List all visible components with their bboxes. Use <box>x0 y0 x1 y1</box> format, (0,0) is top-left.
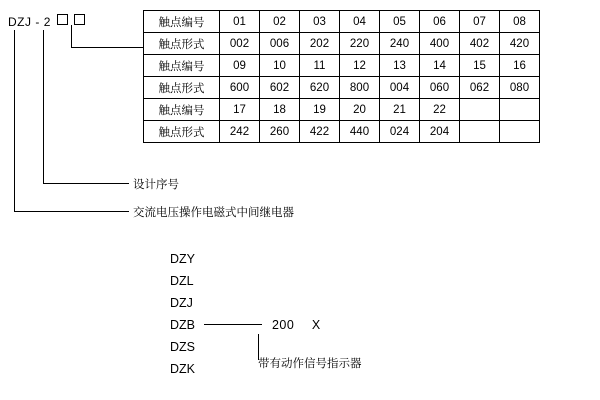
designator-dash: - <box>35 15 40 29</box>
table-cell: 03 <box>300 11 340 33</box>
part-number-designation <box>8 14 85 29</box>
designator-box-2 <box>74 14 85 25</box>
table-cell: 440 <box>340 121 380 143</box>
table-cell: 08 <box>500 11 540 33</box>
table-cell: 260 <box>260 121 300 143</box>
table-cell: 16 <box>500 55 540 77</box>
table-cell: 400 <box>420 33 460 55</box>
list-item: DZJ <box>170 296 193 310</box>
table-cell <box>460 121 500 143</box>
table-cell: 024 <box>380 121 420 143</box>
table-row <box>144 77 540 99</box>
table-cell: 01 <box>220 11 260 33</box>
table-row <box>144 121 540 143</box>
table-cell: 202 <box>300 33 340 55</box>
leader-line-contact-vertical <box>71 25 72 47</box>
table-cell: 242 <box>220 121 260 143</box>
leader-label-series: 设计序号 <box>133 179 179 191</box>
table-cell: 080 <box>500 77 540 99</box>
table-cell: 19 <box>300 99 340 121</box>
table-cell: 10 <box>260 55 300 77</box>
table-cell: 800 <box>340 77 380 99</box>
designator-series-digit: 2 <box>43 15 51 29</box>
row-header: 触点形式 <box>144 121 220 143</box>
table-cell: 09 <box>220 55 260 77</box>
table-cell: 14 <box>420 55 460 77</box>
table-cell <box>460 99 500 121</box>
table-cell: 002 <box>220 33 260 55</box>
table-cell: 204 <box>420 121 460 143</box>
table-cell: 422 <box>300 121 340 143</box>
table-row <box>144 33 540 55</box>
list-item: DZK <box>170 362 195 376</box>
table-row <box>144 99 540 121</box>
table-cell: 21 <box>380 99 420 121</box>
table-cell: 062 <box>460 77 500 99</box>
list-item: DZY <box>170 252 195 266</box>
contact-code-table <box>143 10 540 143</box>
table-cell: 600 <box>220 77 260 99</box>
table-cell: 602 <box>260 77 300 99</box>
table-cell: 22 <box>420 99 460 121</box>
leader-line-type-vertical <box>14 30 15 211</box>
list-item: DZL <box>170 274 194 288</box>
table-cell: 07 <box>460 11 500 33</box>
leader-line-type-horizontal <box>14 211 129 212</box>
row-header: 触点形式 <box>144 77 220 99</box>
designator-box-1 <box>57 14 68 25</box>
table-cell: 17 <box>220 99 260 121</box>
row-header: 触点编号 <box>144 99 220 121</box>
table-cell <box>500 121 540 143</box>
contact-table-body <box>144 11 540 143</box>
table-cell: 04 <box>340 11 380 33</box>
list-item-dzb <box>170 314 320 336</box>
table-cell: 02 <box>260 11 300 33</box>
leader-line-contact-horizontal <box>71 47 144 48</box>
table-cell: 06 <box>420 11 460 33</box>
list-item: DZS <box>170 340 195 354</box>
table-cell: 20 <box>340 99 380 121</box>
table-cell: 12 <box>340 55 380 77</box>
table-cell: 240 <box>380 33 420 55</box>
row-header: 触点编号 <box>144 55 220 77</box>
table-cell: 18 <box>260 99 300 121</box>
table-cell: 13 <box>380 55 420 77</box>
series-value: 200 <box>271 318 295 332</box>
table-cell: 11 <box>300 55 340 77</box>
leader-line-series-vertical <box>43 30 44 183</box>
table-cell: 004 <box>380 77 420 99</box>
designator-prefix: DZJ <box>8 15 32 29</box>
table-row <box>144 55 540 77</box>
table-cell: 220 <box>340 33 380 55</box>
table-row <box>144 11 540 33</box>
leader-label-type: 交流电压操作电磁式中间继电器 <box>133 207 294 219</box>
row-header: 触点形式 <box>144 33 220 55</box>
table-cell: 620 <box>300 77 340 99</box>
row-header: 触点编号 <box>144 11 220 33</box>
list-item-label: DZB <box>170 318 195 332</box>
table-cell: 05 <box>380 11 420 33</box>
leader-label-indicator: 带有动作信号指示器 <box>258 358 362 370</box>
table-cell: 060 <box>420 77 460 99</box>
table-cell <box>500 99 540 121</box>
table-cell: 006 <box>260 33 300 55</box>
table-cell: 15 <box>460 55 500 77</box>
connector-line <box>204 324 262 325</box>
table-cell: 402 <box>460 33 500 55</box>
table-cell: 420 <box>500 33 540 55</box>
series-suffix: X <box>311 318 321 332</box>
leader-line-series-horizontal <box>43 183 129 184</box>
